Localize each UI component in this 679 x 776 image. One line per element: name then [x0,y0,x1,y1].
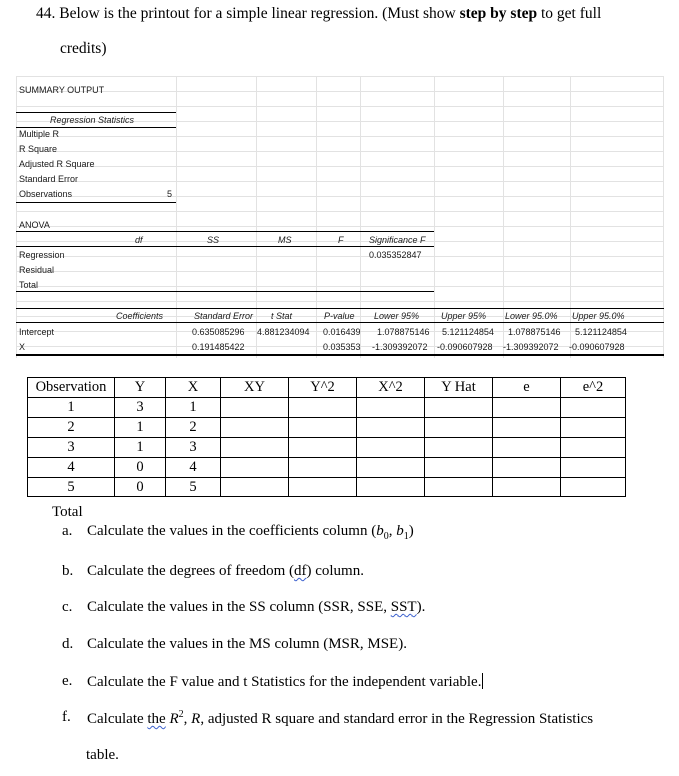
reg-stat-observations: Observations [19,189,73,199]
ws-header-x: X [166,378,221,398]
ws-x2-cell[interactable] [357,478,425,497]
x-standard-error: 0.191485422 [192,342,245,352]
ws-y: 3 [115,398,166,418]
ws-yhat-cell[interactable] [425,418,493,438]
regression-printout [16,76,664,358]
ws-xy-cell[interactable] [221,478,289,497]
ws-x: 3 [166,438,221,458]
coef-row-x: X [19,342,26,352]
ws-e-cell[interactable] [493,398,561,418]
table-row [28,478,626,497]
ws-y2-cell[interactable] [289,478,357,497]
ws-xy-cell[interactable] [221,398,289,418]
ws-header-y2: Y^2 [289,378,357,398]
reg-stat-multiple-r: Multiple R [19,129,60,139]
ws-yhat-cell[interactable] [425,438,493,458]
summary-output-header: SUMMARY OUTPUT [19,85,105,95]
coef-header-lower95: Lower 95% [374,311,420,321]
coef-header-coefficients: Coefficients [116,311,164,321]
x-upper95-0: -0.090607928 [569,342,625,352]
question-title-line2: credits) [60,40,107,57]
question-title: 44. Below is the printout for a simple linear regression. (Must show step by step to get full [36,5,602,22]
x-lower95: -1.309392072 [372,342,428,352]
ws-e-cell[interactable] [493,458,561,478]
observations-value: 5 [167,189,173,199]
worksheet-total-label: Total [52,504,83,520]
ws-e2-cell[interactable] [561,438,626,458]
coef-header-upper95-0: Upper 95.0% [572,311,625,321]
ws-header-y: Y [115,378,166,398]
coef-row-intercept: Intercept [19,327,55,337]
ws-x2-cell[interactable] [357,458,425,478]
reg-stat-r-square: R Square [19,144,58,154]
ws-xy-cell[interactable] [221,418,289,438]
intercept-lower95: 1.078875146 [377,327,430,337]
anova-row-regression: Regression [19,250,65,260]
ws-yhat-cell[interactable] [425,398,493,418]
anova-title: ANOVA [19,220,50,230]
ws-obs: 4 [28,458,115,478]
ws-header-x2: X^2 [357,378,425,398]
ws-y2-cell[interactable] [289,418,357,438]
table-row [28,398,626,418]
intercept-lower95-0: 1.078875146 [508,327,561,337]
ws-xy-cell[interactable] [221,438,289,458]
intercept-standard-error: 0.635085296 [192,327,245,337]
table-row [28,418,626,438]
reg-stat-standard-error: Standard Error [19,174,79,184]
ws-y: 1 [115,438,166,458]
anova-header-ss: SS [207,235,220,245]
ws-x: 1 [166,398,221,418]
ws-header-observation: Observation [28,378,115,398]
table-row [28,458,626,478]
ws-obs: 2 [28,418,115,438]
intercept-upper95: 5.121124854 [442,327,494,337]
anova-row-total: Total [19,280,39,290]
ws-xy-cell[interactable] [221,458,289,478]
ws-e2-cell[interactable] [561,398,626,418]
text-cursor [482,673,483,689]
worksheet-header-row [28,378,626,398]
anova-row-residual: Residual [19,265,55,275]
ws-obs: 3 [28,438,115,458]
ws-obs: 5 [28,478,115,497]
ws-e2-cell[interactable] [561,418,626,438]
ws-header-e: e [493,378,561,398]
ws-e-cell[interactable] [493,478,561,497]
table-row [28,438,626,458]
ws-yhat-cell[interactable] [425,458,493,478]
coef-header-standard-error: Standard Error [194,311,254,321]
anova-header-f: F [338,235,344,245]
coef-header-t-stat: t Stat [271,311,293,321]
ws-header-yhat: Y Hat [425,378,493,398]
ws-y: 1 [115,418,166,438]
ws-y2-cell[interactable] [289,438,357,458]
worksheet-table [27,377,626,497]
ws-y2-cell[interactable] [289,398,357,418]
ws-y2-cell[interactable] [289,458,357,478]
x-lower95-0: -1.309392072 [503,342,559,352]
ws-e-cell[interactable] [493,438,561,458]
ws-x: 5 [166,478,221,497]
ws-x: 4 [166,458,221,478]
coef-header-upper95: Upper 95% [441,311,487,321]
ws-e2-cell[interactable] [561,478,626,497]
anova-header-significance-f: Significance F [369,235,426,245]
intercept-t-stat: 4.881234094 [257,327,310,337]
ws-e2-cell[interactable] [561,458,626,478]
ws-x2-cell[interactable] [357,398,425,418]
ws-x2-cell[interactable] [357,438,425,458]
coef-header-lower95-0: Lower 95.0% [505,311,558,321]
ws-x2-cell[interactable] [357,418,425,438]
significance-f-value: 0.035352847 [369,250,422,260]
task-f-line2: table. [86,747,119,763]
x-upper95: -0.090607928 [437,342,493,352]
intercept-upper95-0: 5.121124854 [575,327,627,337]
ws-header-e2: e^2 [561,378,626,398]
anova-header-df: df [135,235,143,245]
ws-y: 0 [115,458,166,478]
intercept-p-value: 0.016439 [323,327,361,337]
ws-e-cell[interactable] [493,418,561,438]
anova-header-ms: MS [278,235,292,245]
reg-stat-adjusted-r-square: Adjusted R Square [19,159,95,169]
regression-statistics-title: Regression Statistics [50,115,135,125]
x-p-value: 0.035353 [323,342,361,352]
coef-header-p-value: P-value [324,311,355,321]
ws-header-xy: XY [221,378,289,398]
ws-x: 2 [166,418,221,438]
ws-y: 0 [115,478,166,497]
ws-yhat-cell[interactable] [425,478,493,497]
ws-obs: 1 [28,398,115,418]
